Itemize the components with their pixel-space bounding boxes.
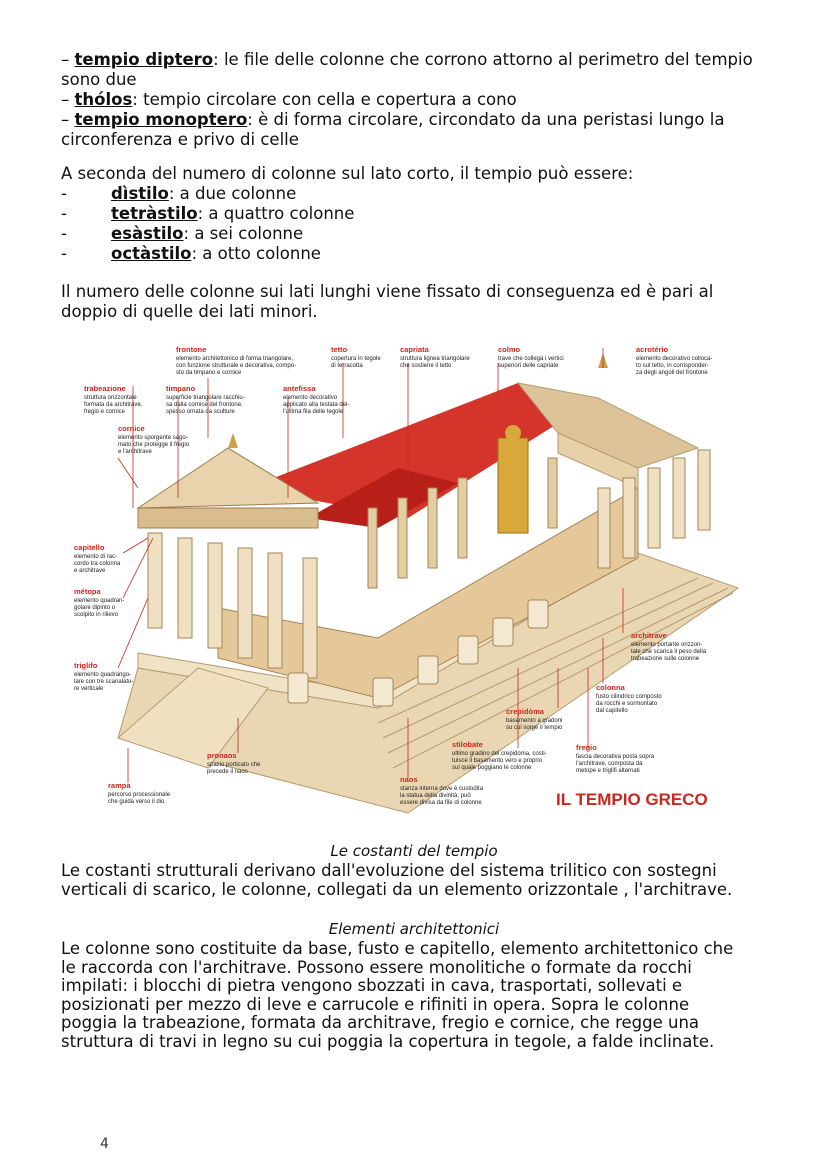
label-capitello: capitello	[74, 543, 105, 552]
column-intro: A seconda del numero di colonne sul lato corto, il tempio può essere:	[61, 164, 634, 183]
list-item: – tempio diptero: le file delle colonne che corrono attorno al perimetro del tempio	[61, 50, 753, 69]
svg-text:elemento decorativo colloca-: elemento decorativo colloca-	[636, 356, 713, 362]
svg-text:da rocchi e sormontato: da rocchi e sormontato	[596, 701, 658, 707]
list-item-continuation: circonferenza e privo di celle	[61, 130, 299, 149]
list-item: - dìstilo: a due colonne	[61, 184, 297, 203]
svg-text:sa dalla cornice del frontone,: sa dalla cornice del frontone,	[166, 402, 243, 408]
svg-text:elemento quadrango-: elemento quadrango-	[74, 672, 132, 678]
svg-text:l'ultima fila delle tegole: l'ultima fila delle tegole	[283, 409, 344, 415]
svg-text:struttura lignea triangolare: struttura lignea triangolare	[400, 356, 470, 362]
statue-shape	[498, 438, 528, 533]
label-naos: naos	[400, 775, 418, 784]
svg-text:precede il naos: precede il naos	[207, 769, 248, 775]
svg-text:elemento di rac-: elemento di rac-	[74, 554, 118, 560]
svg-text:e l'architrave: e l'architrave	[118, 449, 152, 455]
label-cornice: cornice	[118, 424, 145, 433]
svg-text:sul quale poggiano le colonne: sul quale poggiano le colonne	[452, 765, 532, 771]
svg-text:tale che scarica il peso della: tale che scarica il peso della	[631, 649, 707, 655]
svg-text:spesso ornata da sculture: spesso ornata da sculture	[166, 409, 235, 415]
label-colonna: colonna	[596, 683, 625, 692]
svg-text:che sostiene il tetto: che sostiene il tetto	[400, 363, 452, 369]
svg-text:elemento sporgente sago-: elemento sporgente sago-	[118, 435, 188, 441]
label-tetto: tetto	[331, 345, 348, 354]
svg-text:spazio porticato che: spazio porticato che	[207, 762, 261, 768]
svg-text:elemento quadran-: elemento quadran-	[74, 598, 125, 604]
svg-text:dal capitello: dal capitello	[596, 708, 628, 714]
list-item: - tetràstilo: a quattro colonne	[61, 204, 355, 223]
label-trabeazione: trabeazione	[84, 384, 126, 393]
label-pronaos: pronaos	[207, 751, 237, 760]
costanti-paragraph: Le costanti strutturali derivano dall'evoluzione del sistema trilitico con sostegni verticali di scarico, le colonne, collegati da un elemento orizzontale , l'architrave.	[61, 861, 733, 899]
list-item: – tempio monoptero: è di forma circolare, circondato da una peristasi lungo la	[61, 110, 725, 129]
svg-text:la statua della divinità; può: la statua della divinità; può	[400, 793, 471, 799]
label-architrave: architrave	[631, 631, 667, 640]
svg-text:fusto cilindrico composto: fusto cilindrico composto	[596, 694, 662, 700]
list-item: - esàstilo: a sei colonne	[61, 224, 304, 243]
svg-text:superiori delle capriate: superiori delle capriate	[498, 363, 559, 369]
svg-text:golare dipinto o: golare dipinto o	[74, 605, 116, 611]
label-rampa: rampa	[108, 781, 131, 790]
svg-text:applicato alla testata del-: applicato alla testata del-	[283, 402, 350, 408]
column-count-section	[61, 164, 781, 264]
greek-temple-illustration	[74, 338, 746, 813]
svg-text:essere divisa da file di colon: essere divisa da file di colonne	[400, 800, 482, 806]
svg-text:za degli angoli del frontone: za degli angoli del frontone	[636, 370, 708, 376]
label-colmo: colmo	[498, 345, 521, 354]
svg-text:elemento architettonico di for: elemento architettonico di forma triangolare,	[176, 356, 294, 362]
svg-text:mato che protegge il fregio: mato che protegge il fregio	[118, 442, 190, 448]
svg-text:struttura orizzontale: struttura orizzontale	[84, 395, 137, 401]
label-capriata: capriata	[400, 345, 429, 354]
svg-text:basamento a gradoni: basamento a gradoni	[506, 718, 563, 724]
svg-text:to sul tetto, in corrisponder-: to sul tetto, in corrisponder-	[636, 363, 709, 369]
svg-text:lare con tre scanalatu-: lare con tre scanalatu-	[74, 679, 134, 685]
svg-text:re verticale: re verticale	[74, 686, 104, 692]
list-item-continuation: sono due	[61, 70, 137, 89]
heading-costanti: Le costanti del tempio	[330, 842, 498, 860]
svg-text:ultimo gradino del crepidoma,: ultimo gradino del crepidoma, costi-	[452, 751, 547, 757]
label-metopa: métopa	[74, 587, 101, 596]
long-side-paragraph: Il numero delle colonne sui lati lunghi viene fissato di conseguenza ed è pari al doppio di quelle dei lati minori.	[61, 282, 714, 321]
svg-text:che guida verso il dio: che guida verso il dio	[108, 799, 165, 805]
elementi-paragraph: Le colonne sono costituite da base, fusto e capitello, elemento architettonico che le raccorda con l'architrave. Possono essere monolitiche o formate da rocchi impilati: i blocchi di pietra vengono sbozzati in cava, trasportati, sollevati e posizionati per mezzo di leve e carrucole e rifiniti in opera. Sopra le colonne poggia la trabeazione, formata da architrave, fregio e cornice, che regge una struttura di travi in legno su cui poggia la copertura in tegole, a falde inclinate.	[61, 939, 734, 1051]
label-frontone: frontone	[176, 345, 207, 354]
svg-text:formata da architrave,: formata da architrave,	[84, 402, 143, 408]
svg-text:e architrave: e architrave	[74, 568, 106, 574]
label-triglifo: triglifo	[74, 661, 98, 670]
svg-text:fascia decorativa posta sopra: fascia decorativa posta sopra	[576, 754, 655, 760]
label-timpano: timpano	[166, 384, 196, 393]
svg-text:elemento decorativo: elemento decorativo	[283, 395, 338, 401]
svg-text:stanza interna dove è custodit: stanza interna dove è custodita	[400, 786, 484, 792]
svg-text:trabeazione sulle colonne: trabeazione sulle colonne	[631, 656, 700, 662]
list-item: - octàstilo: a otto colonne	[61, 244, 321, 263]
svg-text:su cui sorge il tempio: su cui sorge il tempio	[506, 725, 563, 731]
svg-text:copertura in tegole: copertura in tegole	[331, 356, 381, 362]
list-item: – thólos: tempio circolare con cella e copertura a cono	[61, 90, 517, 109]
svg-text:fregio e cornice: fregio e cornice	[84, 409, 126, 415]
svg-text:superficie triangolare racchiu: superficie triangolare racchiu-	[166, 395, 245, 401]
svg-text:con funzione strutturale e dec: con funzione strutturale e decorativa, compo-	[176, 363, 297, 369]
label-crepidoma: crepidòma	[506, 707, 544, 716]
svg-text:scolpito in rilievo: scolpito in rilievo	[74, 612, 119, 618]
svg-text:elemento portante orizzon-: elemento portante orizzon-	[631, 642, 703, 648]
page-number: 4	[100, 1136, 109, 1152]
figure-title: IL TEMPIO GRECO	[556, 790, 708, 809]
svg-text:trave che collega i vertici: trave che collega i vertici	[498, 356, 564, 362]
label-stilobate: stilobate	[452, 740, 483, 749]
svg-text:l'architrave, composta da: l'architrave, composta da	[576, 761, 643, 767]
svg-text:tuisce il basamento vero e pro: tuisce il basamento vero e proprio	[452, 758, 543, 764]
svg-text:metope e triglifi alternati: metope e triglifi alternati	[576, 768, 640, 774]
label-fregio: fregio	[576, 743, 597, 752]
temple-types-list	[61, 50, 781, 150]
heading-elementi: Elementi architettonici	[328, 920, 500, 938]
svg-text:di terracotta: di terracotta	[331, 363, 363, 369]
svg-text:cordo tra colonna: cordo tra colonna	[74, 561, 121, 567]
svg-text:percorso processionale: percorso processionale	[108, 792, 171, 798]
label-antefissa: antefissa	[283, 384, 316, 393]
svg-text:sto da timpano e cornice: sto da timpano e cornice	[176, 370, 242, 376]
label-acroterio: acrotério	[636, 345, 669, 354]
